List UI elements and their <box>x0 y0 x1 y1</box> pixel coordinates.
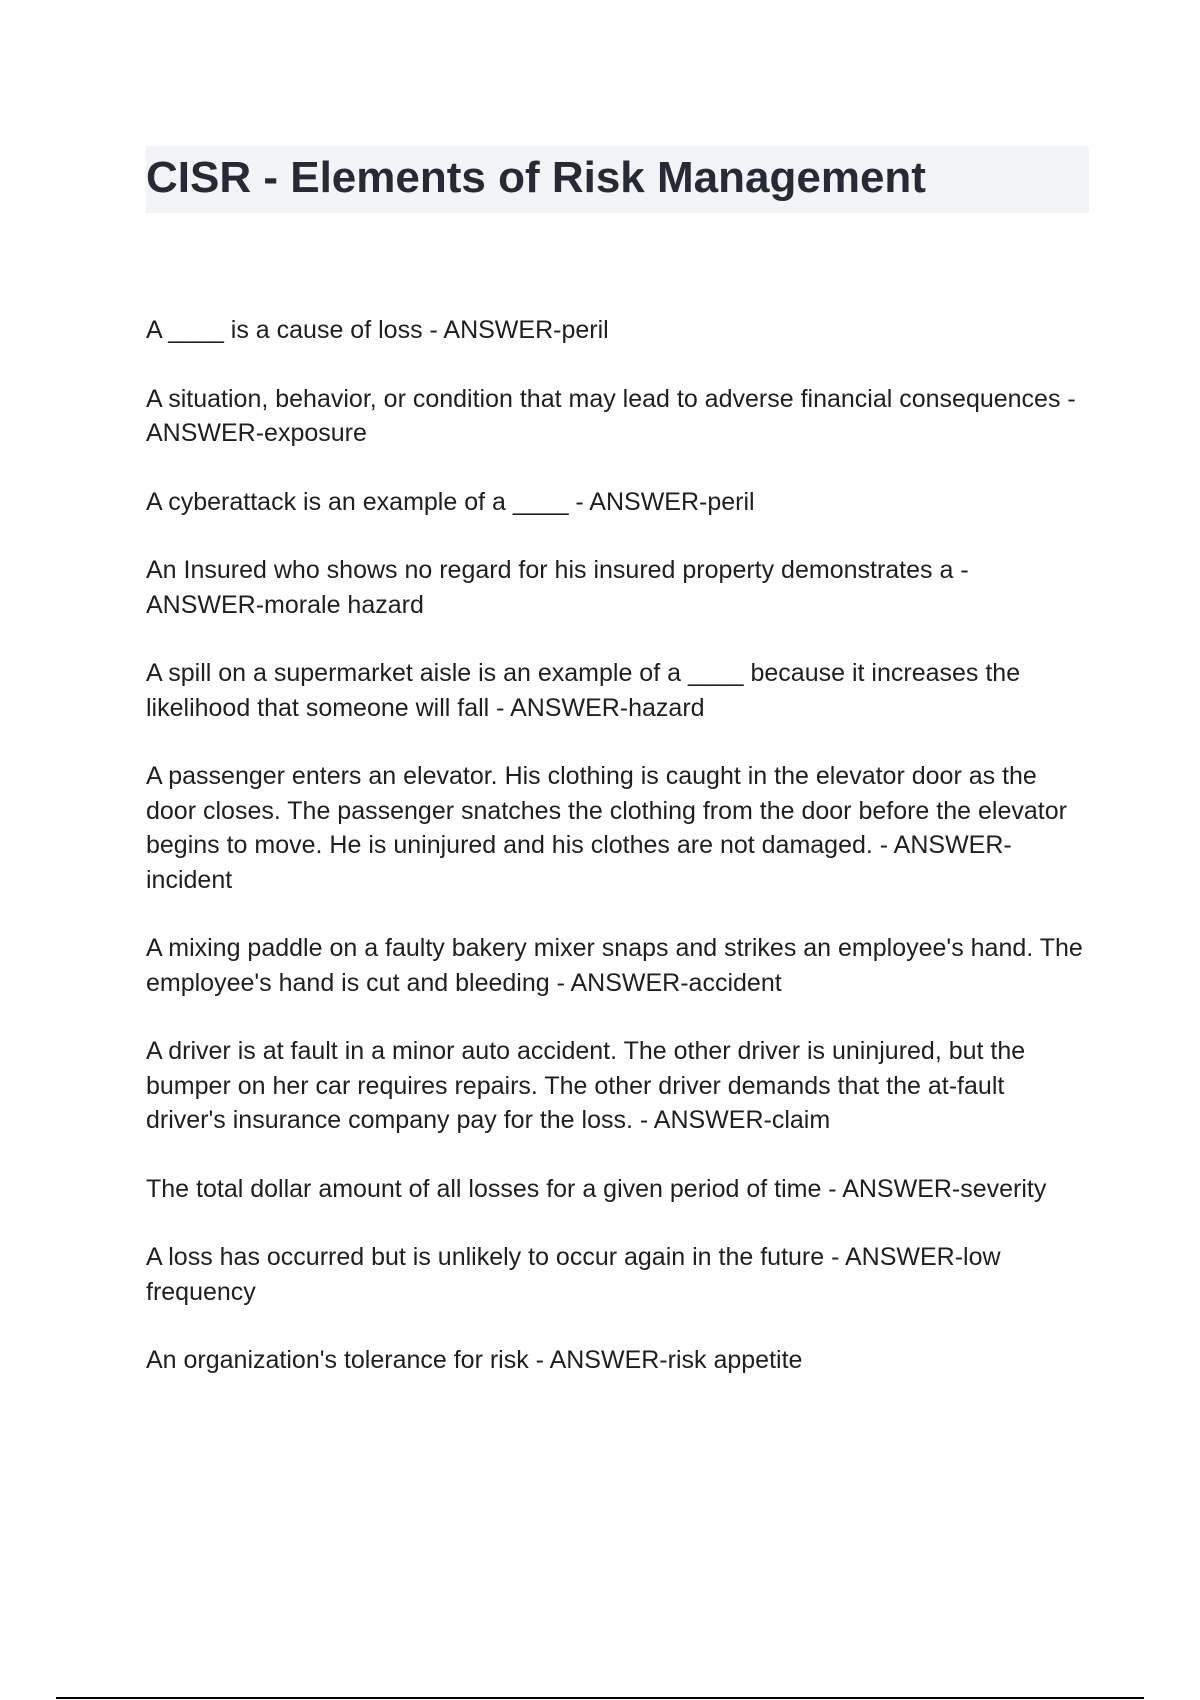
page-bottom-rule <box>56 1697 1144 1699</box>
qa-item: A loss has occurred but is unlikely to occur again in the future - ANSWER-low frequency <box>146 1243 1001 1306</box>
qa-item: An Insured who shows no regard for his insured property demonstrates a - ANSWER-morale hazard <box>146 556 969 619</box>
qa-item: A situation, behavior, or condition that may lead to adverse financial consequences - ANSWER-exposure <box>146 384 1076 447</box>
qa-item: A ____ is a cause of loss - ANSWER-peril <box>146 316 609 344</box>
qa-item: A passenger enters an elevator. His clothing is caught in the elevator door as the door closes. The passenger snatches the clothing from the door before the elevator begins to move. He is uninjured and his clothes are not damaged. - ANSWER-incident <box>146 762 1067 894</box>
qa-item: A mixing paddle on a faulty bakery mixer snaps and strikes an employee's hand. The employee's hand is cut and bleeding - ANSWER-accident <box>146 934 1083 997</box>
title-band <box>146 146 1089 213</box>
qa-item: The total dollar amount of all losses for a given period of time - ANSWER-severity <box>146 1174 1047 1203</box>
qa-item: A driver is at fault in a minor auto accident. The other driver is uninjured, but the bumper on her car requires repairs. The other driver demands that the at-fault driver's insurance company pay for the loss. - ANSWER-claim <box>146 1037 1026 1134</box>
qa-item: A spill on a supermarket aisle is an example of a ____ because it increases the likelihood that someone will fall - ANSWER-hazard <box>146 659 1021 722</box>
page-title: CISR - Elements of Risk Management <box>146 153 926 202</box>
qa-item: An organization's tolerance for risk - ANSWER-risk appetite <box>146 1346 803 1374</box>
qa-list <box>146 313 1091 1412</box>
qa-item: A cyberattack is an example of a ____ - ANSWER-peril <box>146 487 755 516</box>
